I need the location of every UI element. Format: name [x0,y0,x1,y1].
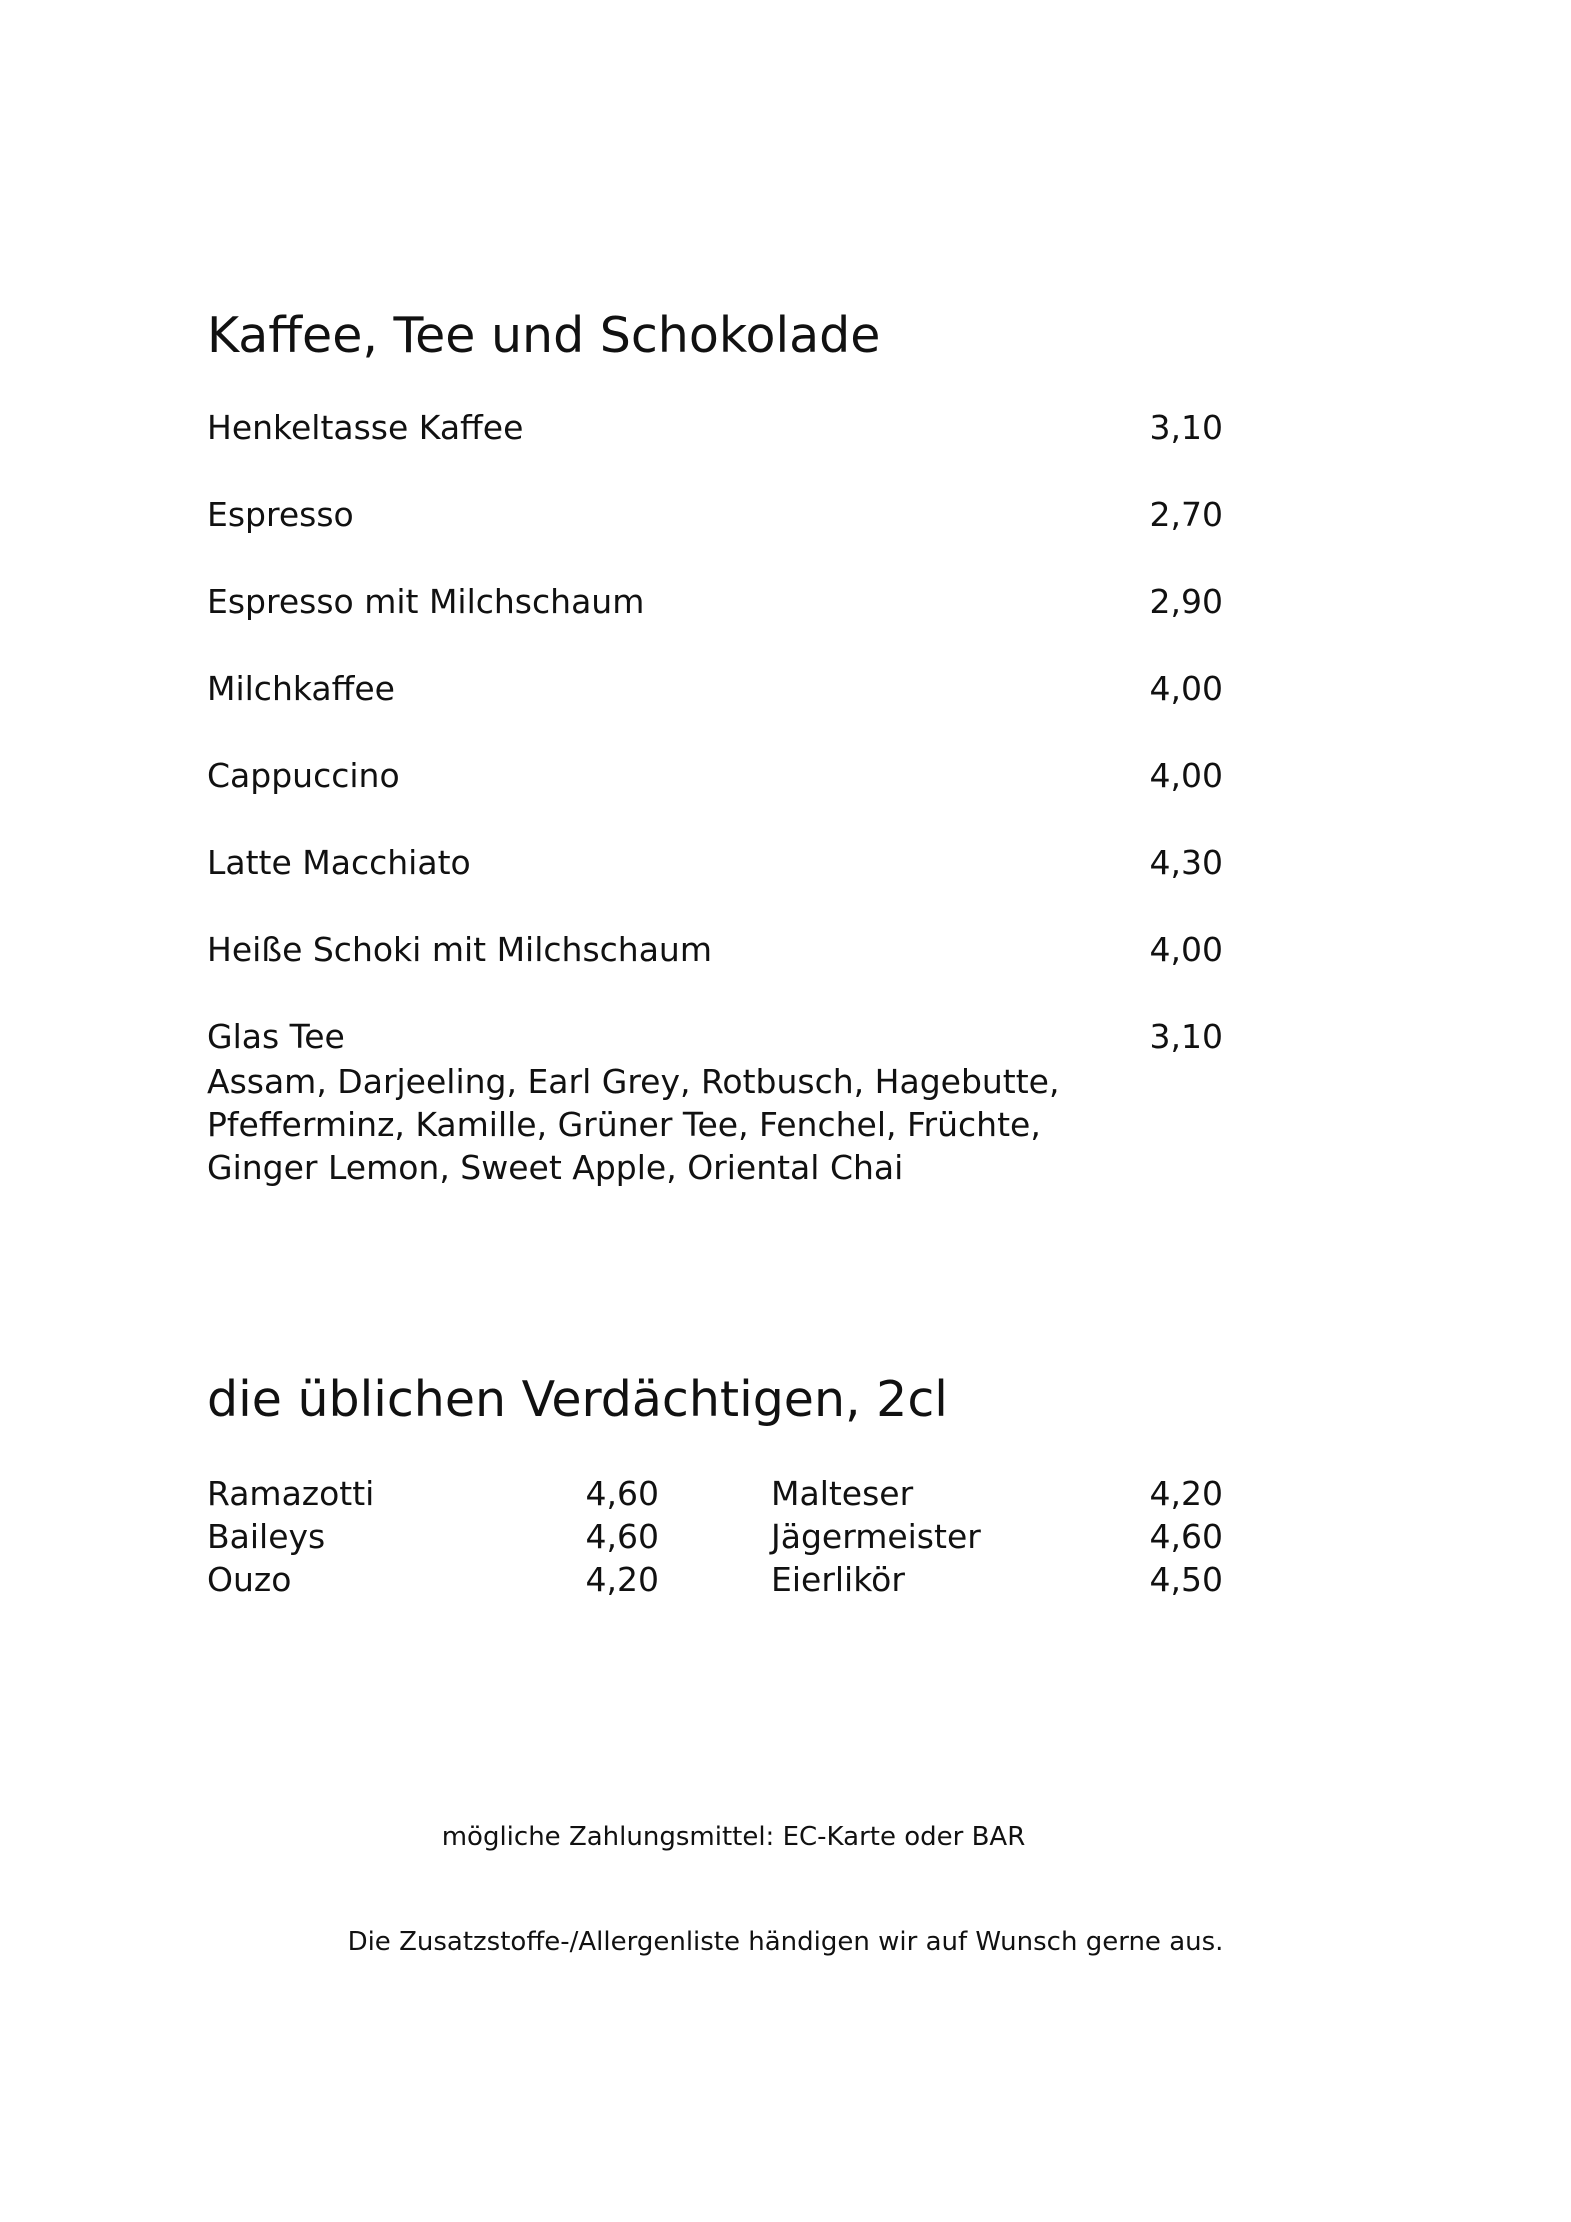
menu-item-name: Milchkaffee [207,669,395,708]
menu-item-name: Latte Macchiato [207,843,471,882]
spirit-item [207,1472,659,1515]
allergen-note: Die Zusatzstoffe-/Allergenliste händigen wir auf Wunsch gerne aus. [347,1927,1224,1957]
menu-item [207,406,1223,493]
spirit-price: 4,60 [1149,1517,1223,1556]
spirit-price: 4,20 [1149,1474,1223,1513]
spirit-item [207,1558,659,1601]
spirits-list-left [207,1472,659,1601]
tea-varieties-line: Assam, Darjeeling, Earl Grey, Rotbusch, Hagebutte, [207,1062,1060,1101]
menu-item-price: 4,00 [1149,756,1223,795]
tea-varieties-line: Ginger Lemon, Sweet Apple, Oriental Chai [207,1148,904,1187]
section-title-spirits: die üblichen Verdächtigen, 2cl [207,1371,948,1428]
spirit-name: Malteser [771,1474,914,1513]
menu-item-price: 4,00 [1149,669,1223,708]
menu-item-price: 2,70 [1149,495,1223,534]
spirit-price: 4,60 [585,1474,659,1513]
menu-item-price: 4,00 [1149,930,1223,969]
menu-item-name: Henkeltasse Kaffee [207,408,524,447]
menu-item-name: Espresso [207,495,354,534]
spirit-name: Baileys [207,1517,326,1556]
coffee-menu-list [207,406,1223,1102]
tea-varieties [207,1060,1107,1189]
spirits-list-right [771,1472,1223,1601]
menu-item [207,841,1223,928]
menu-item-price: 2,90 [1149,582,1223,621]
spirit-item [771,1558,1223,1601]
menu-item-name: Glas Tee [207,1017,345,1056]
menu-item-name: Cappuccino [207,756,400,795]
spirit-price: 4,50 [1149,1560,1223,1599]
spirit-item [771,1472,1223,1515]
menu-item-price: 3,10 [1149,408,1223,447]
menu-item [207,493,1223,580]
spirit-name: Ouzo [207,1560,292,1599]
menu-item-name: Espresso mit Milchschaum [207,582,645,621]
menu-item [207,667,1223,754]
menu-item-price: 4,30 [1149,843,1223,882]
spirit-price: 4,60 [585,1517,659,1556]
menu-item [207,754,1223,841]
spirit-item [207,1515,659,1558]
spirit-name: Eierlikör [771,1560,905,1599]
menu-item [207,928,1223,1015]
menu-item [207,580,1223,667]
spirit-price: 4,20 [585,1560,659,1599]
spirit-name: Ramazotti [207,1474,375,1513]
section-title-coffee: Kaffee, Tee und Schokolade [207,307,881,364]
payment-note: mögliche Zahlungsmittel: EC-Karte oder BAR [441,1822,1026,1852]
spirit-name: Jägermeister [771,1517,981,1556]
menu-item-name: Heiße Schoki mit Milchschaum [207,930,712,969]
menu-item-price: 3,10 [1149,1017,1223,1056]
tea-varieties-line: Pfefferminz, Kamille, Grüner Tee, Fenchel, Früchte, [207,1105,1041,1144]
spirit-item [771,1515,1223,1558]
